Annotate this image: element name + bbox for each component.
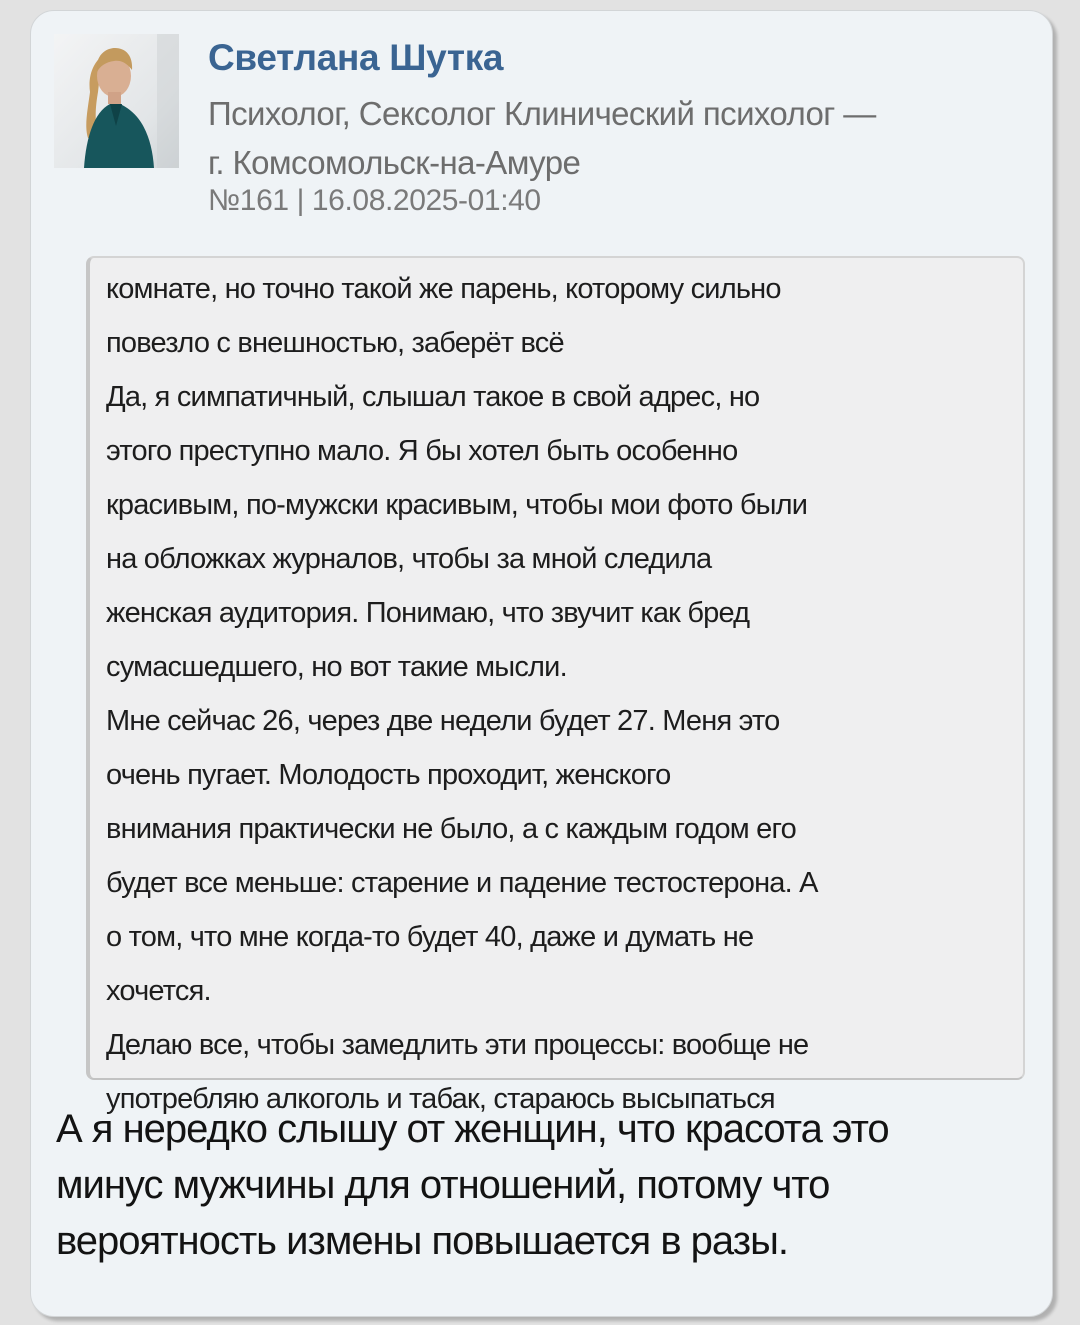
reply-text-line: А я нередко слышу от женщин, что красота это <box>56 1107 889 1151</box>
author-name-link[interactable]: Светлана Шутка <box>208 37 504 78</box>
quote-text-line: хочется. <box>106 975 211 1007</box>
quote-text-line: будет все меньше: старение и падение тестостерона. А <box>106 867 818 899</box>
quote-text-line: на обложках журналов, чтобы за мной следила <box>106 543 712 575</box>
author-role-line: Психолог, Сексолог Клинический психолог — <box>208 95 876 132</box>
author-avatar[interactable] <box>54 34 179 168</box>
author-role-line: г. Комсомольск-на-Амуре <box>208 144 581 181</box>
quote-text-line: сумасшедшего, но вот такие мысли. <box>106 651 567 683</box>
quote-text-line: о том, что мне когда-то будет 40, даже и думать не <box>106 921 754 953</box>
quote-text-line: Делаю все, чтобы замедлить эти процессы: вообще не <box>106 1029 809 1061</box>
quote-text-line: комнате, но точно такой же парень, которому сильно <box>106 273 781 305</box>
quote-text-line: Мне сейчас 26, через две недели будет 27. Меня это <box>106 705 780 737</box>
quote-text-line: повезло с внешностью, заберёт всё <box>106 327 564 359</box>
reply-text <box>56 1101 1046 1269</box>
post-number-and-date: №161 | 16.08.2025-01:40 <box>208 184 541 217</box>
quote-text-line: Да, я симпатичный, слышал такое в свой адрес, но <box>106 381 760 413</box>
quote-text-line: внимания практически не было, а с каждым годом его <box>106 813 796 845</box>
author-role <box>208 89 876 187</box>
quote-text-line: красивым, по-мужски красивым, чтобы мои фото были <box>106 489 808 521</box>
reply-text-line: минус мужчины для отношений, потому что <box>56 1163 830 1207</box>
comment-card <box>30 10 1053 1317</box>
quote-text-line: употребляю алкоголь и табак, стараюсь высыпаться <box>106 1083 775 1115</box>
avatar-photo-placeholder <box>54 34 179 168</box>
reply-text-line: вероятность измены повышается в разы. <box>56 1219 788 1263</box>
quote-text-line: очень пугает. Молодость проходит, женского <box>106 759 671 791</box>
quote-text-line: этого преступно мало. Я бы хотел быть особенно <box>106 435 738 467</box>
quote-text-line: женская аудитория. Понимаю, что звучит как бред <box>106 597 750 629</box>
quoted-message-block[interactable] <box>86 256 1025 1115</box>
